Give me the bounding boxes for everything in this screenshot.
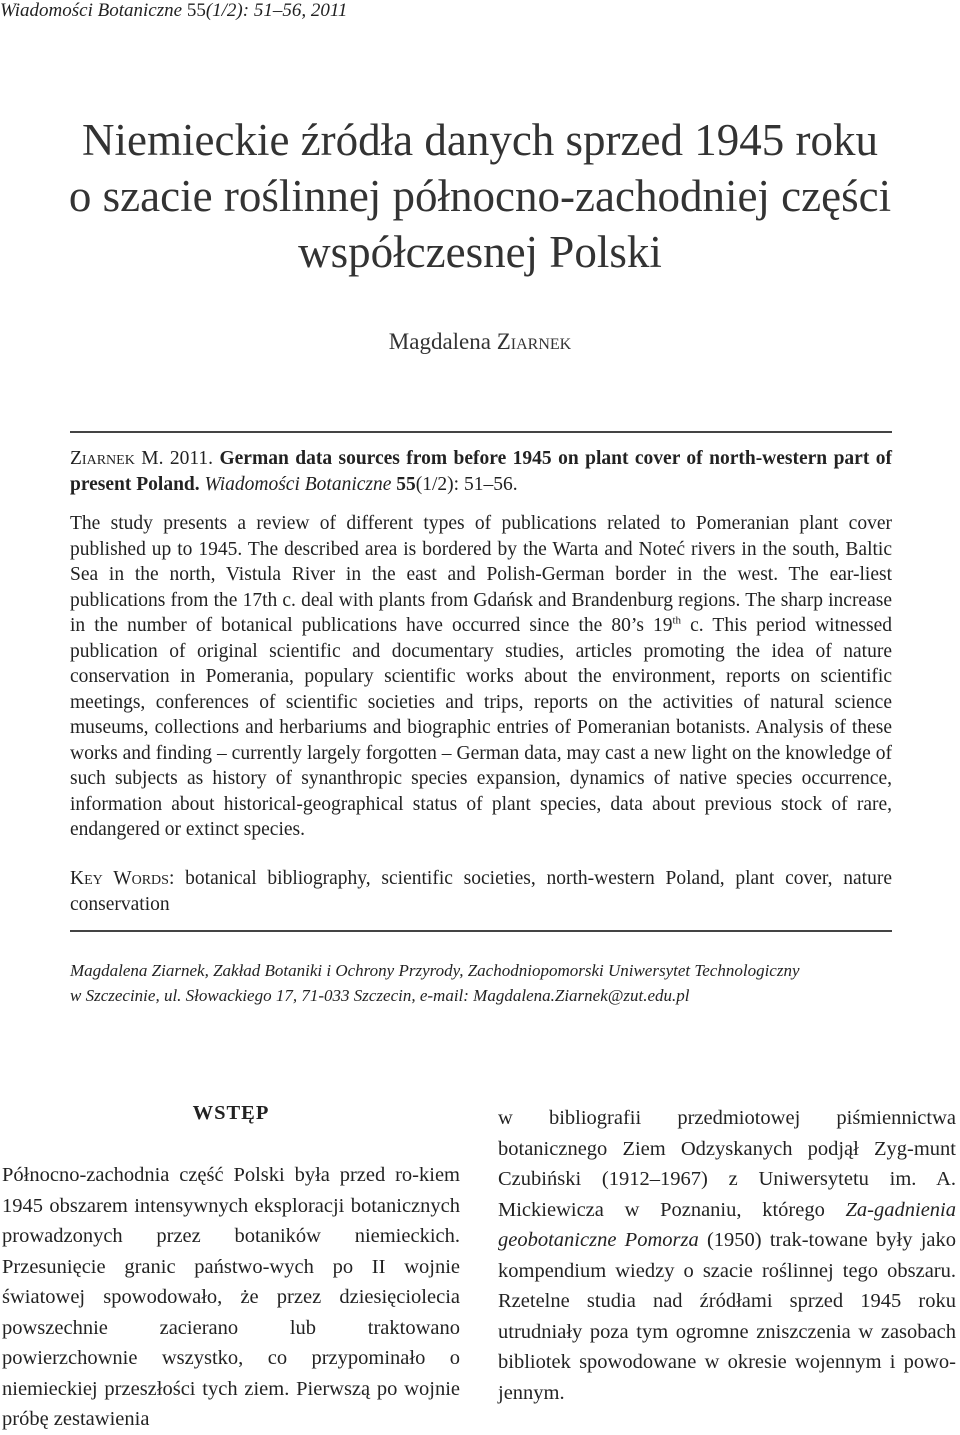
abstract-summary bbox=[70, 511, 892, 843]
author-first-name: Magdalena bbox=[388, 329, 491, 354]
affiliation-line-2: w Szczecinie, ul. Słowackiego 17, 71-033 Szczecin, e-mail: Magdalena.Ziarnek@zut.edu.pl bbox=[70, 986, 690, 1005]
right-text-1: w bibliografii przedmiotowej piśmiennictwa botanicznego Ziem Odzyskanych podjął Zyg-munt Czubiński (1912–1967) z Uniwersytetu im. A. Mickiewicza w Poznaniu, którego bbox=[498, 1107, 956, 1221]
affiliation-line-1: Magdalena Ziarnek, Zakład Botaniki i Ochrony Przyrody, Zachodniopomorski Uniwersytet Technologiczny bbox=[70, 961, 800, 980]
keywords-label-k: K bbox=[70, 868, 85, 889]
body-column-left: Północno-zachodnia część Polski była przed ro-kiem 1945 obszarem intensywnych eksploracji botanicznych prowadzonych przez botaników niemieckich. Przesunięcie granic państwo-wych po II wojnie światowej spowodowało, że przez dziesięciolecia powszechnie zacierano lub traktowano powierzchownie wszystko, co przypominało o niemieckiej przeszłości tych ziem. Pierwszą po wojnie próbę zestawienia bbox=[2, 1164, 460, 1430]
section-heading: WSTĘP bbox=[192, 1102, 270, 1124]
author-last-initial: Z bbox=[496, 329, 511, 354]
journal-name: Wiadomości Botaniczne bbox=[0, 0, 183, 21]
keywords: Key Words: botanical bibliography, scientific societies, north-western Poland, plant cover, nature conservation bbox=[70, 868, 892, 915]
journal-issue-pages: (1/2): 51–56, 2011 bbox=[205, 0, 348, 21]
keywords-label-ords: ords bbox=[131, 868, 169, 889]
keywords-text: botanical bibliography, scientific societies, north-western Poland, plant cover, nature conservation bbox=[70, 868, 892, 915]
citation-author-initial: Z bbox=[70, 448, 82, 469]
citation-journal: Wiadomości Botaniczne bbox=[204, 473, 392, 495]
author-name bbox=[0, 329, 960, 355]
summary-text-2: c. This period witnessed publication of original scientific and documentary studies, articles promoting the idea of nature conservation in Pomerania, populary scientific works about the environment, reports on scientific meetings, conferences of scientific societies and trips, reports on the activities of natural science museums, collections and herbariums and biographic entries of Pomeranian botanists. Analysis of these works and finding – currently largely forgotten – German data, may cast a new light on the knowledge of such subjects as history of synanthropic species expansion, dynamics of native species occurrence, information about historical-geographical status of plant species, data about previous stock of rare, endangered or extinct species. bbox=[70, 615, 892, 840]
summary-superscript: th bbox=[672, 614, 682, 627]
body-column-right bbox=[498, 1103, 956, 1408]
running-head bbox=[0, 0, 347, 22]
title-line-2: o szacie roślinnej północno-zachodniej części bbox=[68, 171, 892, 221]
citation-pages: (1/2): 51–56. bbox=[415, 473, 518, 495]
author-affiliation bbox=[70, 958, 892, 1008]
right-italic-title: Za-gadnienia geobotaniczne Pomorza bbox=[498, 1198, 956, 1251]
article-title bbox=[40, 112, 920, 280]
bottom-divider bbox=[70, 930, 892, 932]
citation-volume: 55 bbox=[396, 473, 416, 495]
citation-year: M. 2011. bbox=[141, 448, 214, 469]
top-divider bbox=[70, 431, 892, 433]
author-last-rest: iarnek bbox=[510, 329, 572, 354]
summary-text-1: The study presents a review of different types of publications related to Pomeranian plant cover published up to 1945. The described area is bordered by the Warta and Noteć rivers in the south, Baltic Sea in the north, Vistula River in the east and Polish-German border in the west. The ear-liest publications from the 17th c. deal with plants from Gdańsk and Brandenburg regions. The sharp increase in the number of botanical publications have occurred since the 80’s 19 bbox=[70, 513, 892, 636]
title-line-3: współczesnej Polski bbox=[298, 227, 662, 277]
journal-volume: 55 bbox=[186, 0, 206, 21]
citation-title: German data sources from before 1945 on plant cover of north-western part of present Poland. bbox=[70, 448, 893, 495]
citation bbox=[70, 446, 892, 497]
keywords-label-ey: ey bbox=[84, 868, 103, 889]
title-line-1: Niemieckie źródła danych sprzed 1945 roku bbox=[82, 115, 878, 165]
keywords-label-w: W bbox=[113, 868, 132, 889]
right-text-2: (1950) trak-towane były jako kompendium wiedzy o szacie roślinnej tego obszaru. Rzetelne studia nad źródłami sprzed 1945 roku utrudniały poza tym ogromne zniszczenia w zasobach bibliotek spowodowane w okresie wojennym i powo-jennym. bbox=[498, 1229, 956, 1404]
citation-author-rest: iarnek bbox=[81, 448, 135, 469]
